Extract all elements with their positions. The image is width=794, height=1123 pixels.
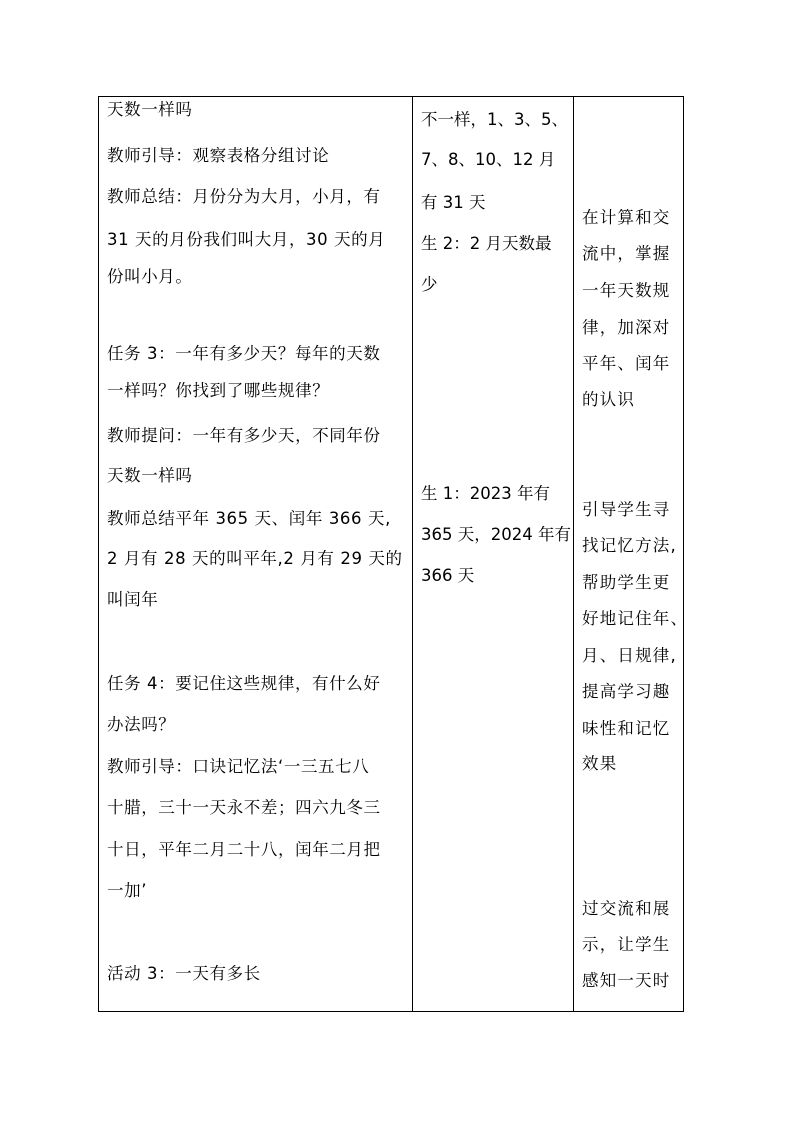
text-line: 7、8、10、12 月 xyxy=(421,150,556,169)
text-line: 示，让学生 xyxy=(582,935,671,954)
lesson-plan-table xyxy=(98,96,689,1012)
text-line: 任务 4：要记住这些规律，有什么好 xyxy=(107,674,381,693)
text-line: 一年天数规 xyxy=(582,281,671,300)
text-line: 任务 3：一年有多少天？每年的天数 xyxy=(107,344,381,363)
text-line: 教师总结平年 365 天、闰年 366 天, xyxy=(107,509,391,528)
text-line: 帮助学生更 xyxy=(582,573,671,592)
text-line: 一加’ xyxy=(107,881,148,900)
text-line: 生 1：2023 年有 xyxy=(421,484,550,503)
text-line: 味性和记忆 xyxy=(582,719,671,738)
text-line: 月、日规律, xyxy=(582,646,677,665)
text-line: 十日，平年二月二十八，闰年二月把 xyxy=(107,840,381,859)
text-line: 在计算和交 xyxy=(582,208,671,227)
text-line: 不一样，1、3、5、 xyxy=(421,110,568,129)
text-line: 办法吗？ xyxy=(107,715,176,734)
text-line: 教师提问：一年有多少天，不同年份 xyxy=(107,426,381,445)
text-line: 天数一样吗 xyxy=(107,466,193,485)
text-line: 教师总结：月份分为大月，小月，有 xyxy=(107,187,381,206)
text-line: 流中，掌握 xyxy=(582,244,671,263)
text-line: 有 31 天 xyxy=(421,193,486,212)
text-line: 一样吗？你找到了哪些规律？ xyxy=(107,381,330,400)
text-line: 十腊，三十一天永不差；四六九冬三 xyxy=(107,798,381,817)
text-line: 教师引导：观察表格分组讨论 xyxy=(107,146,330,165)
text-line: 份叫小月。 xyxy=(107,267,193,286)
text-line: 365 天，2024 年有 xyxy=(421,525,571,544)
text-line: 平年、闰年 xyxy=(582,354,671,373)
text-line: 感知一天时 xyxy=(582,971,671,990)
text-line: 活动 3：一天有多长 xyxy=(107,964,261,983)
column-divider xyxy=(573,97,574,1011)
text-line: 天数一样吗 xyxy=(107,100,193,119)
text-line: 引导学生寻 xyxy=(582,500,671,519)
text-line: 效果 xyxy=(582,754,618,773)
text-line: 366 天 xyxy=(421,566,475,585)
text-line: 2 月有 28 天的叫平年,2 月有 29 天的 xyxy=(107,549,403,568)
text-line: 叫闰年 xyxy=(107,590,159,609)
column-divider xyxy=(412,97,413,1011)
text-line: 提高学习趣 xyxy=(582,682,671,701)
text-line: 的认识 xyxy=(582,390,636,409)
text-line: 律，加深对 xyxy=(582,318,671,337)
text-line: 好地记住年、 xyxy=(582,609,689,628)
text-line: 少 xyxy=(421,275,438,294)
text-line: 教师引导：口诀记忆法‘一三五七八 xyxy=(107,757,370,776)
text-line: 生 2：2 月天数最 xyxy=(421,234,552,253)
text-line: 找记忆方法, xyxy=(582,536,677,555)
text-line: 过交流和展 xyxy=(582,899,671,918)
text-line: 31 天的月份我们叫大月，30 天的月 xyxy=(107,230,386,249)
